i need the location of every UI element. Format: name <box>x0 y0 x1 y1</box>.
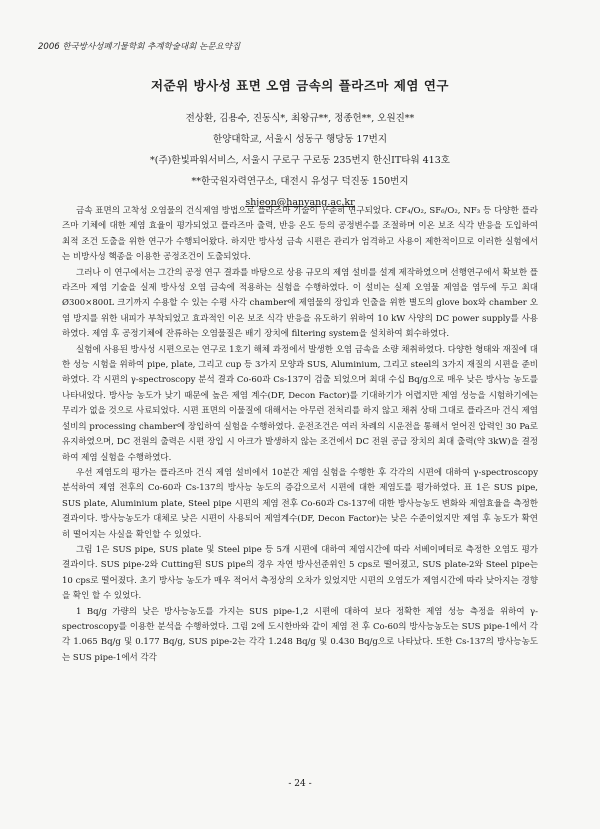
paper-title: 저준위 방사성 표면 오염 금속의 플라즈마 제염 연구 <box>150 78 450 93</box>
affiliation-2: *(주)한빛파워서비스, 서울시 구로구 구로동 235번지 한신IT타워 413호 <box>150 155 450 166</box>
affiliation-3: **한국원자력연구소, 대전시 유성구 덕진동 150번지 <box>191 176 409 187</box>
conference-header: 2006 한국방사성폐기물학회 추계학술대회 논문요약집 <box>38 42 241 52</box>
author-block <box>0 108 600 213</box>
affiliation-1: 한양대학교, 서울시 성동구 행당동 17번지 <box>212 134 388 145</box>
paragraph-3: 실험에 사용된 방사성 시편으로는 연구로 1호기 해체 과정에서 발생한 오염 금속을 소량 채취하였다. 다양한 형태와 재질에 대한 성능 시험을 위하여 pipe, plate, 그리고 cup 등 3가지 모양과 SUS, Aluminium, 그리고 steel의 3가지 재질의 시편을 준비하였다. 각 시편의 γ-spectroscopy 분석 결과 Co-60과 Cs-137이 검출 되었으며 최대 수십 Bq/g으로 매우 낮은 방사능 농도를 나타내었다. 방사능 농도가 낮기 때문에 높은 제염 계수(DF, Decon Factor)를 기대하기가 어렵지만 제염 성능을 시험하기에는 무리가 없을 것으로 사료되었다. 시편 표면의 이물질에 대해서는 아무런 전처리를 하지 않고 채취 상태 그대로 플라즈마 건식 제염 설비의 processing chamber에 장입하여 실험을 수행하였다. 운전조건은 여러 차례의 시운전을 통해서 얻어진 압력인 30 Pa로 유지하였으며, DC 전원의 출력은 시편 장입 시 아크가 발생하지 않는 조건에서 DC 전원 공급 장치의 최대 출력(약 3kW)을 결정하여 제염 실험을 수행하였다. <box>62 344 538 463</box>
paragraph-5: 그림 1은 SUS pipe, SUS plate 및 Steel pipe 등 5개 시편에 대하여 제염시간에 따라 서베이메터로 측정한 오염도 평가 결과이다. SUS pipe-2와 Cutting된 SUS pipe의 경우 자연 방사선준위인 5 cps로 떨어졌고, SUS plate-2와 Steel pipe는 10 cps로 떨어졌다. 초기 방사능 농도가 매우 적어서 측정상의 오차가 있었지만 시편의 오염도가 제염시간에 따라 낮아지는 경향을 확인 할 수 있었다. <box>62 544 538 602</box>
author-list: 전상환, 김용수, 진동식*, 최왕규**, 정종헌**, 오원진** <box>185 113 415 124</box>
paragraph-1: 금속 표면의 고착성 오염물의 건식제염 방법으로 플라즈마 기술이 꾸준히 연구되었다. CF₄/O₂, SF₆/O₂, NF₃ 등 다양한 플라즈마 기체에 대한 제염 효율이 평가되었고 플라즈마 출력, 반응 온도 등의 공정변수를 조절하며 이온 보조 식각 반응을 도입하여 최적 조건 도출을 위한 연구가 수행되어왔다. 하지만 방사성 금속 시편은 관리가 엄격하고 사용이 제한적이므로 이러한 실험에서는 비방사성 핵종을 이용한 공정조건이 도출되었다. <box>62 206 538 263</box>
paragraph-4: 우선 제염도의 평가는 플라즈마 건식 제염 설비에서 10분간 제염 실험을 수행한 후 각각의 시편에 대하여 γ-spectroscopy 분석하여 제염 전후의 Co-60과 Cs-137의 방사능 농도의 증감으로서 시편에 대한 제염도를 평가하였다. 표 1은 SUS pipe, SUS plate, Aluminium plate, Steel pipe 시편의 제염 전후 Co-60과 Cs-137에 대한 방사능농도 변화와 제염효율을 측정한 결과이다. 방사능농도가 대체로 낮은 시편이 사용되어 제염계수(DF, Decon Factor)는 낮은 수준이었지만 제염 후 농도가 확연히 떨어지는 사실을 확인할 수 있었다. <box>62 467 538 540</box>
abstract-body <box>62 204 538 666</box>
page-number: - 24 - <box>288 779 312 789</box>
paragraph-6: 1 Bq/g 가량의 낮은 방사능농도를 가지는 SUS pipe-1,2 시편에 대하여 보다 정확한 제염 성능 측정을 위하여 γ-spectroscopy를 이용한 분석을 수행하였다. 그림 2에 도시한바와 같이 제염 전 후 Co-60의 방사능농도는 SUS pipe-1에서 각각 1.065 Bq/g 및 0.177 Bq/g, SUS pipe-2는 각각 1.248 Bq/g 및 0.430 Bq/g으로 나타났다. 또한 Cs-137의 방사능농도는 SUS pipe-1에서 각각 <box>62 606 538 663</box>
paragraph-2: 그러나 이 연구에서는 그간의 공정 연구 결과를 바탕으로 상용 규모의 제염 설비를 설계 제작하였으며 선행연구에서 확보한 플라즈마 제염 기술을 실제 방사성 오염 금속에 적용하는 실험을 수행하였다. 이 설비는 실제 오염물 제염을 염두에 두고 최대 Ø300×800L 크기까지 수용할 수 있는 수평 사각 chamber에 제염물의 장입과 인출을 위한 별도의 glove box와 chamber 오염 방지를 위한 내피가 부착되었고 효과적인 이온 보조 식각 반응을 유도하기 위하여 10 kW 사양의 DC power supply를 사용하였다. 제염 후 공정기체에 잔류하는 오염물질은 배기 장치에 filtering system을 설치하여 회수하였다. <box>62 267 538 340</box>
email-link[interactable]: shjeon@hanyang.ac.kr <box>245 197 355 208</box>
